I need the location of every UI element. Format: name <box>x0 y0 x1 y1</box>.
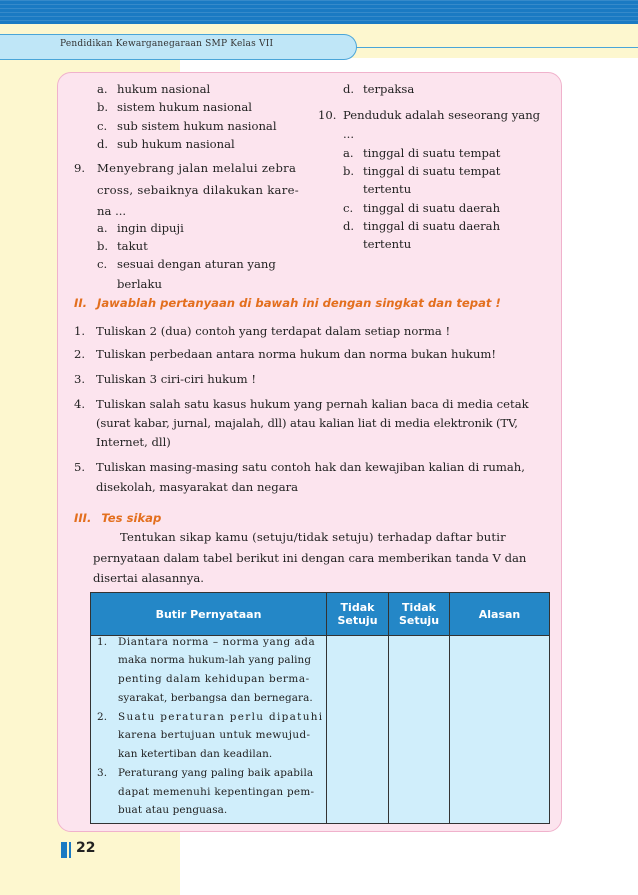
item-text: buat atau penguasa. <box>118 804 228 816</box>
page-number-marker <box>69 842 71 858</box>
option-text: sub hukum nasional <box>117 137 235 151</box>
option-letter: a. <box>97 221 108 235</box>
option-text: sesuai dengan aturan yang <box>117 257 276 271</box>
question-text: Tuliskan salah satu kasus hukum yang pernah kalian baca di media cetak <box>96 397 529 411</box>
question-number: 10. <box>318 108 337 122</box>
question-text: cross, sebaiknya dilakukan kare- <box>97 183 299 197</box>
item-text: penting dalam kehidupan berma- <box>118 673 310 685</box>
option-letter: b. <box>97 100 109 114</box>
page-number: 22 <box>76 840 96 856</box>
item-text: kan ketertiban dan keadilan. <box>118 748 273 760</box>
item-text: Diantara norma – norma yang ada <box>118 636 316 648</box>
option-letter: c. <box>343 201 354 215</box>
item-text: dapat memenuhi kepentingan pem- <box>118 786 315 798</box>
question-number: 5. <box>74 460 86 474</box>
option-letter: b. <box>343 164 355 178</box>
item-text: Suatu peraturan perlu dipatuhi <box>118 711 324 723</box>
answer-cell[interactable] <box>327 635 389 823</box>
option-text: sistem hukum nasional <box>117 100 253 114</box>
item-number: 2. <box>97 711 108 723</box>
item-number: 1. <box>97 636 108 648</box>
header-rule <box>356 47 638 48</box>
question-number: 4. <box>74 397 86 411</box>
option-text: sub sistem hukum nasional <box>117 119 277 133</box>
option-text: tinggal di suatu tempat <box>363 164 501 178</box>
option-letter: b. <box>97 239 109 253</box>
question-text: ... <box>343 127 355 141</box>
option-text: tertentu <box>363 182 412 196</box>
header-disagree <box>327 593 389 635</box>
top-banner-texture <box>0 0 638 24</box>
option-letter: d. <box>343 82 355 96</box>
intro-text: disertai alasannya. <box>93 571 204 585</box>
header-disagree-2 <box>389 593 450 635</box>
question-number: 3. <box>74 372 86 386</box>
item-text: syarakat, berbangsa dan bernegara. <box>118 692 313 704</box>
option-letter: c. <box>97 257 108 271</box>
question-text: Tuliskan 2 (dua) contoh yang terdapat dalam setiap norma ! <box>96 324 451 338</box>
section-heading <box>74 296 501 310</box>
page-number-marker <box>61 842 67 858</box>
option-text: takut <box>117 239 148 253</box>
header-disagree-line2: Setuju <box>337 614 378 627</box>
header-statement: Butir Pernyataan <box>91 593 327 635</box>
header-reason: Alasan <box>450 593 549 635</box>
option-letter: d. <box>97 137 109 151</box>
question-text: na ... <box>97 204 127 218</box>
question-number: 1. <box>74 324 86 338</box>
question-text: Tuliskan perbedaan antara norma hukum dan norma bukan hukum! <box>96 347 497 361</box>
section-number: III. <box>74 511 92 525</box>
intro-text: pernyataan dalam tabel berikut ini dengan cara memberikan tanda V dan <box>93 551 527 565</box>
option-text: hukum nasional <box>117 82 211 96</box>
section-title: Tes sikap <box>101 511 162 525</box>
question-text: Penduduk adalah seseorang yang <box>343 108 541 122</box>
question-text: Tuliskan masing-masing satu contoh hak dan kewajiban kalian di rumah, <box>96 460 525 474</box>
option-letter: a. <box>343 146 354 160</box>
question-text: disekolah, masyarakat dan negara <box>96 480 299 494</box>
option-text: berlaku <box>117 277 162 291</box>
option-text: tertentu <box>363 237 412 251</box>
header-disagree-2-line2: Setuju <box>398 614 440 627</box>
option-text: tinggal di suatu daerah <box>363 201 501 215</box>
question-text: Internet, dll) <box>96 435 171 449</box>
option-text: tinggal di suatu daerah <box>363 219 501 233</box>
item-text: maka norma hukum-lah yang paling <box>118 654 312 666</box>
item-text: Peraturang yang paling baik apabila <box>118 767 314 779</box>
reason-cell[interactable] <box>450 635 549 823</box>
question-number: 9. <box>74 161 86 175</box>
item-text: karena bertujuan untuk mewujud- <box>118 729 311 741</box>
option-letter: c. <box>97 119 108 133</box>
question-text: Menyebrang jalan melalui zebra <box>97 161 297 175</box>
answer-cell[interactable] <box>389 635 450 823</box>
section-heading <box>74 511 161 525</box>
option-letter: a. <box>97 82 108 96</box>
header-disagree-line1: Tidak <box>340 601 375 614</box>
option-text: terpaksa <box>363 82 415 96</box>
section-title: Jawablah pertanyaan di bawah ini dengan singkat dan tepat ! <box>97 296 501 310</box>
option-text: ingin dipuji <box>117 221 184 235</box>
book-title: Pendidikan Kewarganegaraan SMP Kelas VII <box>60 39 274 49</box>
header-disagree-2-line1: Tidak <box>402 601 436 614</box>
question-text: (surat kabar, jurnal, majalah, dll) atau kalian liat di media elektronik (TV, <box>96 416 518 430</box>
option-text: tinggal di suatu tempat <box>363 146 501 160</box>
section-number: II. <box>74 296 88 310</box>
intro-text: Tentukan sikap kamu (setuju/tidak setuju) terhadap daftar butir <box>120 530 506 544</box>
question-number: 2. <box>74 347 86 361</box>
item-number: 3. <box>97 767 108 779</box>
option-letter: d. <box>343 219 355 233</box>
question-text: Tuliskan 3 ciri-ciri hukum ! <box>96 372 256 386</box>
